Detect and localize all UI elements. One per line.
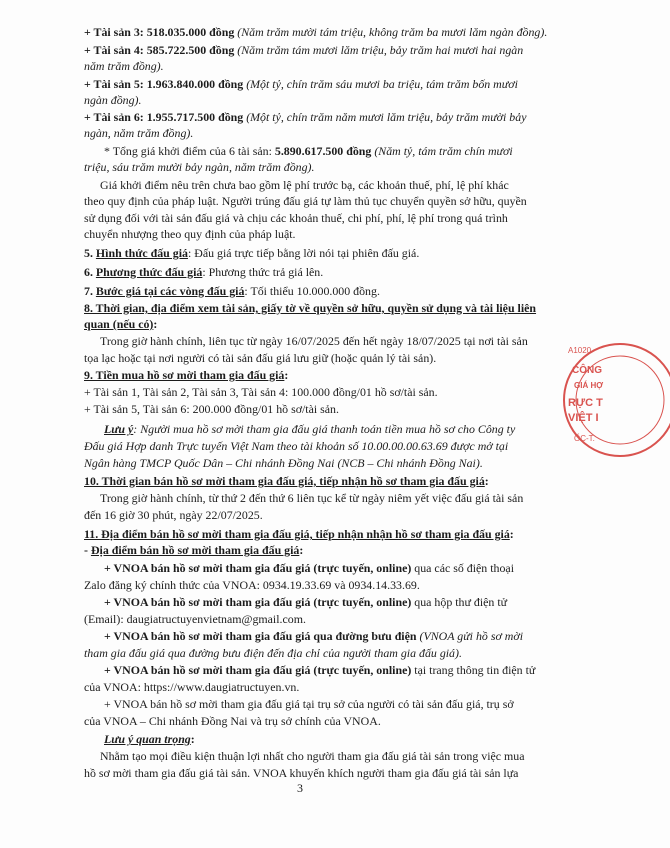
section-11-item-d: + VNOA bán hồ sơ mời tham gia đấu giá (trực tuyến, online) tại trang thông tin điện tử bbox=[104, 663, 536, 677]
section-8-title-cont: quan (nếu có): bbox=[84, 317, 158, 331]
section-10-line-2: đến 16 giờ 30 phút, ngày 22/07/2025. bbox=[84, 508, 263, 522]
seal-line-3: RỰC T bbox=[568, 397, 603, 409]
section-11-item-d-cont: của VNOA: https://www.daugiatructuyen.vn. bbox=[84, 680, 300, 694]
important-note-line-2: hồ sơ mời tham gia đấu giá tài sản. VNOA khuyến khích người tham gia đấu giá tài sản lựa bbox=[84, 766, 519, 780]
section-10-title: 10. Thời gian bán hồ sơ mời tham gia đấu giá, tiếp nhận hồ sơ tham gia đấu giá: bbox=[84, 474, 489, 488]
section-11-item-b: + VNOA bán hồ sơ mời tham gia đấu giá (trực tuyến, online) qua hộp thư điện tử bbox=[104, 595, 508, 609]
total-line: * Tổng giá khởi điểm của 6 tài sản: 5.890.617.500 đồng (Năm tỷ, tám trăm chín mươi bbox=[104, 144, 513, 158]
section-9-line-2: + Tài sản 5, Tài sản 6: 200.000 đồng/01 hồ sơ/tài sản. bbox=[84, 402, 339, 416]
asset-6-line: + Tài sản 6: 1.955.717.500 đồng (Một tỷ, chín trăm năm mươi lăm triệu, bảy trăm mười bảy bbox=[84, 110, 527, 124]
asset-4-line: + Tài sản 4: 585.722.500 đồng (Năm trăm tám mươi lăm triệu, bảy trăm hai mươi hai ngàn bbox=[84, 43, 524, 57]
section-11-item-a-cont: Zalo đăng ký chính thức của VNOA: 0934.19.33.69 và 0934.14.33.69. bbox=[84, 578, 420, 592]
total-line-cont: triệu, sáu trăm mười bảy ngàn, năm trăm đồng). bbox=[84, 160, 315, 174]
important-note-title: Lưu ý quan trọng: bbox=[104, 732, 195, 746]
note-line-3: sử dụng đối với tài sản đấu giá và chịu các khoản thuế, chi phí, phí, lệ phí trong quá trình bbox=[84, 211, 508, 225]
section-9-note-1: Lưu ý: Người mua hồ sơ mời tham gia đấu giá thanh toán tiền mua hồ sơ cho Công ty bbox=[104, 422, 516, 436]
section-11-item-c-cont: tham gia đấu giá qua đường bưu điện đến địa chỉ của người tham gia đấu giá). bbox=[84, 646, 462, 660]
asset-3-line: + Tài sản 3: 518.035.000 đồng (Năm trăm mười tám triệu, không trăm ba mươi lăm ngàn đồng). bbox=[84, 25, 548, 39]
section-11-item-e: + VNOA bán hồ sơ mời tham gia đấu giá tại trụ sở của người có tài sản đấu giá, trụ sở bbox=[104, 697, 514, 711]
section-11-item-e-cont: của VNOA – Chi nhánh Đồng Nai và trụ sở chính của VNOA. bbox=[84, 714, 381, 728]
section-11-title: 11. Địa điểm bán hồ sơ mời tham gia đấu giá, tiếp nhận nhận hồ sơ tham gia đấu giá: bbox=[84, 527, 514, 541]
section-11-item-a: + VNOA bán hồ sơ mời tham gia đấu giá (trực tuyến, online) qua các số điện thoại bbox=[104, 561, 514, 575]
seal-code: A1020 bbox=[568, 346, 592, 355]
section-11-item-b-cont: (Email): daugiatructuyenvietnam@gmail.com. bbox=[84, 612, 306, 626]
section-7: 7. Bước giá tại các vòng đấu giá: Tối thiểu 10.000.000 đồng. bbox=[84, 284, 380, 298]
section-9-note-2: Đấu giá Hợp danh Trực tuyến Việt Nam theo tài khoản số 10.00.00.00.63.69 được mở tại bbox=[84, 439, 509, 453]
seal-line-4: VIỆT I bbox=[568, 412, 599, 424]
section-11-item-c: + VNOA bán hồ sơ mời tham gia đấu giá qua đường bưu điện (VNOA gửi hồ sơ mời bbox=[104, 629, 524, 643]
section-5: 5. Hình thức đấu giá: Đấu giá trực tiếp bằng lời nói tại phiên đấu giá. bbox=[84, 246, 420, 260]
seal-line-1: CÔNG bbox=[572, 365, 602, 376]
section-10-line-1: Trong giờ hành chính, từ thứ 2 đến thứ 6 liên tục kể từ ngày niêm yết việc đấu giá tài sản bbox=[100, 491, 524, 505]
important-note-line-1: Nhằm tạo mọi điều kiện thuận lợi nhất cho người tham gia đấu giá tài sản trong việc mua bbox=[100, 749, 525, 763]
company-seal bbox=[560, 315, 670, 485]
asset-4-line-cont: năm trăm đồng). bbox=[84, 59, 164, 73]
section-8-title: 8. Thời gian, địa điểm xem tài sản, giấy tờ về quyền sở hữu, quyền sử dụng và tài liệu liên bbox=[84, 301, 537, 315]
section-8-line-1: Trong giờ hành chính, liên tục từ ngày 16/07/2025 đến hết ngày 18/07/2025 tại nơi tài sản bbox=[100, 334, 528, 348]
asset-5-line-cont: ngàn đồng). bbox=[84, 93, 142, 107]
section-6: 6. Phương thức đấu giá: Phương thức trả giá lên. bbox=[84, 265, 324, 279]
section-9-line-1: + Tài sản 1, Tài sản 2, Tài sản 3, Tài sản 4: 100.000 đồng/01 hồ sơ/tài sản. bbox=[84, 385, 438, 399]
section-9-title: 9. Tiền mua hồ sơ mời tham gia đấu giá: bbox=[84, 368, 289, 382]
section-11-subtitle: - Địa điểm bán hồ sơ mời tham gia đấu giá: bbox=[84, 543, 304, 557]
page-number: 3 bbox=[297, 781, 303, 795]
note-line-4: chuyển nhượng theo quy định của pháp luật. bbox=[84, 227, 296, 241]
note-line-2: theo quy định của pháp luật. Người trúng đấu giá tự làm thủ tục chuyển quyền sở hữu, quyền bbox=[84, 194, 527, 208]
section-8-line-2: tọa lạc hoặc tại nơi người có tài sản đấu giá lưu giữ (hoặc quản lý tài sản). bbox=[84, 351, 437, 365]
asset-6-line-cont: ngàn, năm trăm đồng). bbox=[84, 126, 194, 140]
asset-5-line: + Tài sản 5: 1.963.840.000 đồng (Một tỷ, chín trăm sáu mươi ba triệu, tám trăm bốn mươi bbox=[84, 77, 518, 91]
section-9-note-3: Ngân hàng TMCP Quốc Dân – Chi nhánh Đồng Nai (NCB – Chi nhánh Đồng Nai). bbox=[84, 456, 483, 470]
note-line-1: Giá khởi điểm nêu trên chưa bao gồm lệ phí trước bạ, các khoản thuế, phí, lệ phí khác bbox=[100, 178, 509, 192]
seal-line-5: ỐC-T. bbox=[574, 434, 595, 443]
seal-line-2: GIÁ HỢ bbox=[574, 381, 604, 390]
